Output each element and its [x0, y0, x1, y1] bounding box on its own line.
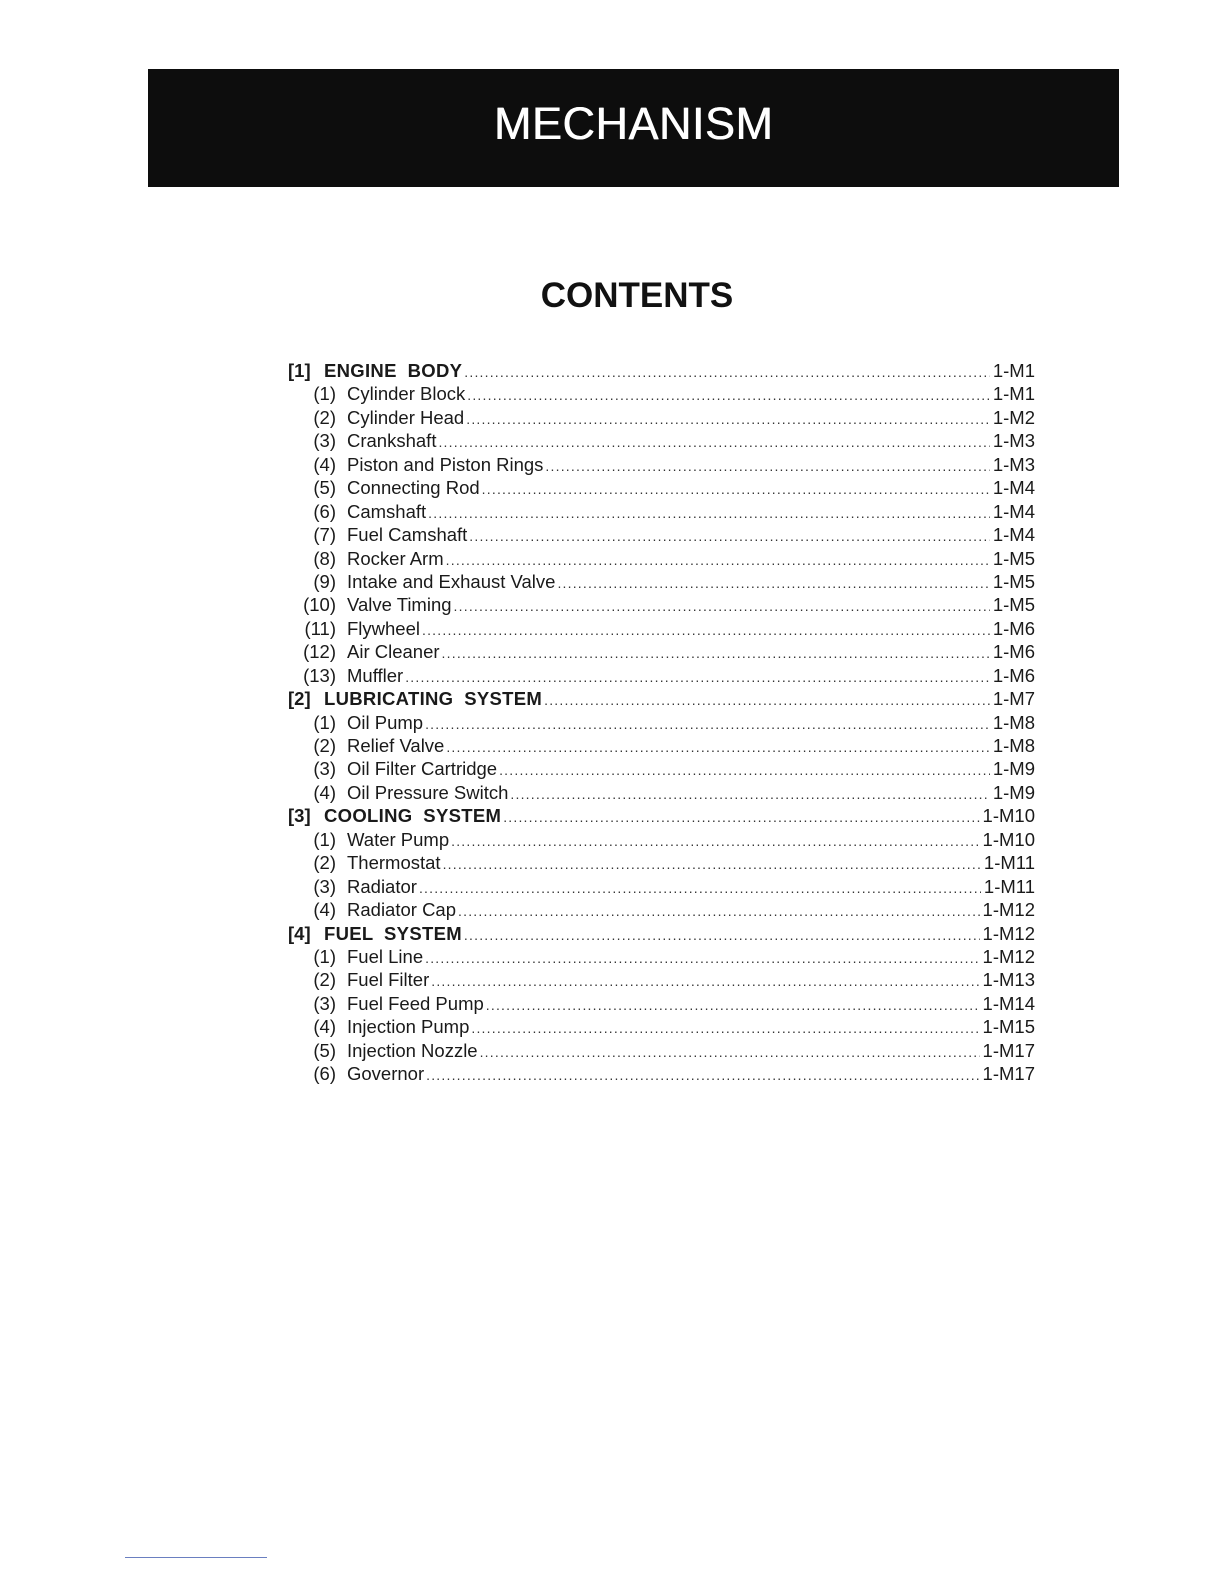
toc-entry-number: (6)	[313, 1063, 336, 1085]
toc-page-number: 1-M14	[982, 992, 1035, 1014]
toc-page-number: 1-M7	[992, 688, 1035, 710]
toc-entry-label: Rocker Arm	[347, 547, 444, 569]
toc-dot-leader	[458, 900, 980, 921]
toc-entry-row[interactable]	[288, 664, 1035, 687]
toc-page-number: 1-M8	[992, 711, 1035, 733]
toc-section-row[interactable]	[288, 687, 1035, 710]
toc-dot-leader	[503, 806, 979, 827]
toc-entry-row[interactable]	[288, 851, 1035, 874]
toc-entry-label: Connecting Rod	[347, 477, 480, 499]
footer-rule	[125, 1557, 267, 1558]
toc-entry-row[interactable]	[288, 500, 1035, 523]
toc-entry-row[interactable]	[288, 992, 1035, 1015]
toc-entry-number: (2)	[313, 735, 336, 756]
toc-dot-leader	[425, 713, 990, 734]
toc-page-number: 1-M12	[982, 899, 1035, 921]
toc-entry-number: (7)	[313, 524, 336, 546]
toc-entry-number: [1]	[288, 360, 311, 381]
toc-entry-number: [3]	[288, 805, 311, 827]
toc-page-number: 1-M15	[982, 1016, 1035, 1038]
toc-page-number: 1-M5	[992, 594, 1035, 616]
toc-page-number: 1-M2	[992, 406, 1035, 428]
toc-entry-label: Oil Filter Cartridge	[347, 758, 498, 780]
toc-page-number: 1-M3	[992, 453, 1035, 475]
toc-entry-row[interactable]	[288, 617, 1035, 640]
toc-page-number: 1-M4	[992, 524, 1035, 546]
toc-entry-number: (3)	[313, 430, 336, 452]
toc-page-number: 1-M6	[992, 617, 1035, 639]
toc-entry-number: (4)	[313, 781, 336, 803]
toc-entry-row[interactable]	[288, 547, 1035, 570]
toc-entry-label: Radiator Cap	[347, 899, 457, 921]
toc-dot-leader	[499, 759, 990, 780]
toc-entry-label: Crankshaft	[347, 430, 437, 452]
toc-entry-label: FUEL SYSTEM	[324, 922, 462, 944]
toc-dot-leader	[419, 877, 981, 898]
toc-entry-label: Camshaft	[347, 500, 427, 522]
toc-entry-row[interactable]	[288, 1039, 1035, 1062]
toc-entry-number: (6)	[313, 500, 336, 522]
toc-dot-leader	[467, 384, 990, 405]
toc-section-row[interactable]	[288, 804, 1035, 827]
toc-dot-leader	[428, 502, 990, 523]
section-title: MECHANISM	[493, 98, 774, 149]
toc-page-number: 1-M12	[982, 945, 1035, 967]
toc-entry-label: Valve Timing	[347, 594, 452, 616]
toc-dot-leader	[471, 1017, 979, 1038]
toc-entry-label: Thermostat	[347, 852, 441, 874]
toc-section-row[interactable]	[288, 359, 1035, 382]
toc-entry-number: (5)	[313, 477, 336, 499]
toc-entry-row[interactable]	[288, 757, 1035, 780]
toc-entry-row[interactable]	[288, 968, 1035, 991]
toc-entry-number: (3)	[313, 758, 336, 780]
toc-dot-leader	[454, 595, 990, 616]
toc-entry-number: (1)	[313, 711, 336, 733]
toc-entry-label: Muffler	[347, 664, 404, 686]
toc-entry-row[interactable]	[288, 1015, 1035, 1038]
toc-page-number: 1-M12	[982, 922, 1035, 944]
toc-entry-label: Injection Pump	[347, 1016, 470, 1038]
toc-entry-row[interactable]	[288, 453, 1035, 476]
toc-entry-row[interactable]	[288, 828, 1035, 851]
toc-dot-leader	[545, 455, 989, 476]
toc-entry-number: (2)	[313, 852, 336, 874]
toc-dot-leader	[466, 408, 990, 429]
toc-entry-row[interactable]	[288, 429, 1035, 452]
toc-entry-row[interactable]	[288, 523, 1035, 546]
toc-page-number: 1-M6	[992, 641, 1035, 663]
toc-entry-number: (1)	[313, 383, 336, 405]
toc-page-number: 1-M13	[982, 969, 1035, 991]
toc-entry-label: Fuel Line	[347, 945, 424, 967]
toc-dot-leader	[464, 924, 980, 945]
toc-page-number: 1-M10	[982, 828, 1035, 850]
toc-entry-label: ENGINE BODY	[324, 360, 463, 381]
toc-entry-label: Fuel Feed Pump	[347, 992, 484, 1014]
toc-entry-label: Cylinder Head	[347, 406, 465, 428]
toc-entry-row[interactable]	[288, 898, 1035, 921]
toc-dot-leader	[431, 970, 979, 991]
toc-entry-number: (10)	[303, 594, 336, 616]
toc-dot-leader	[446, 549, 990, 570]
toc-dot-leader	[557, 572, 989, 593]
toc-page-number: 1-M1	[992, 360, 1035, 381]
toc-page-number: 1-M4	[992, 500, 1035, 522]
toc-entry-label: Piston and Piston Rings	[347, 453, 544, 475]
toc-page-number: 1-M9	[992, 781, 1035, 803]
toc-entry-row[interactable]	[288, 593, 1035, 616]
toc-entry-label: Air Cleaner	[347, 641, 440, 663]
toc-dot-leader	[442, 642, 990, 663]
toc-page-number: 1-M9	[992, 758, 1035, 780]
toc-entry-number: (12)	[303, 641, 336, 663]
toc-entry-row[interactable]	[288, 711, 1035, 734]
toc-entry-number: (1)	[313, 945, 336, 967]
toc-dot-leader	[426, 1064, 979, 1085]
toc-dot-leader	[486, 994, 980, 1015]
toc-entry-row[interactable]	[288, 734, 1035, 757]
toc-entry-number: (9)	[313, 570, 336, 592]
toc-entry-label: Fuel Camshaft	[347, 524, 468, 546]
toc-entry-number: (13)	[303, 664, 336, 686]
toc-entry-number: (2)	[313, 969, 336, 991]
toc-page-number: 1-M5	[992, 570, 1035, 592]
toc-entry-label: Water Pump	[347, 828, 450, 850]
toc-entry-label: Oil Pump	[347, 711, 424, 733]
toc-entry-number: (4)	[313, 899, 336, 921]
toc-dot-leader	[464, 361, 990, 382]
toc-entry-row[interactable]	[288, 781, 1035, 804]
toc-page-number: 1-M8	[992, 735, 1035, 756]
toc-entry-row[interactable]	[288, 1062, 1035, 1085]
toc-page-number: 1-M3	[992, 430, 1035, 452]
toc-entry-number: (11)	[304, 617, 336, 639]
toc-entry-number: (4)	[313, 453, 336, 475]
toc-page-number: 1-M11	[983, 875, 1035, 897]
toc-page-number: 1-M10	[982, 805, 1035, 827]
toc-dot-leader	[480, 1041, 980, 1062]
toc-entry-label: Flywheel	[347, 617, 420, 639]
toc-dot-leader	[422, 619, 990, 640]
toc-entry-label: Relief Valve	[347, 735, 445, 756]
toc-entry-label: Oil Pressure Switch	[347, 781, 509, 803]
toc-entry-row[interactable]	[288, 406, 1035, 429]
toc-entry-number: [2]	[288, 688, 311, 710]
toc-page-number: 1-M1	[992, 383, 1035, 405]
toc-entry-label: Governor	[347, 1063, 425, 1085]
toc-dot-leader	[443, 853, 981, 874]
toc-entry-number: (5)	[313, 1039, 336, 1061]
toc-page-number: 1-M6	[992, 664, 1035, 686]
toc-entry-label: Fuel Filter	[347, 969, 430, 991]
toc-entry-row[interactable]	[288, 476, 1035, 499]
section-header-banner	[148, 69, 1119, 187]
toc-entry-number: (3)	[313, 992, 336, 1014]
toc-page-number: 1-M17	[982, 1039, 1035, 1061]
toc-entry-number: (1)	[313, 828, 336, 850]
toc-page-number: 1-M5	[992, 547, 1035, 569]
toc-dot-leader	[482, 478, 990, 499]
toc-entry-row[interactable]	[288, 945, 1035, 968]
toc-entry-row[interactable]	[288, 875, 1035, 898]
toc-entry-label: COOLING SYSTEM	[324, 805, 502, 827]
toc-dot-leader	[438, 431, 989, 452]
toc-entry-row[interactable]	[288, 640, 1035, 663]
toc-dot-leader	[544, 689, 990, 710]
toc-dot-leader	[469, 525, 990, 546]
toc-dot-leader	[425, 947, 979, 968]
toc-entry-label: Intake and Exhaust Valve	[347, 570, 556, 592]
toc-entry-number: (2)	[313, 406, 336, 428]
toc-dot-leader	[451, 830, 979, 851]
toc-entry-row[interactable]	[288, 382, 1035, 405]
toc-entry-label: Cylinder Block	[347, 383, 466, 405]
toc-page-number: 1-M17	[982, 1063, 1035, 1085]
toc-dot-leader	[510, 783, 989, 804]
toc-entry-number: [4]	[288, 922, 311, 944]
contents-heading: CONTENTS	[540, 276, 734, 315]
toc-entry-label: LUBRICATING SYSTEM	[324, 688, 543, 710]
toc-entry-number: (3)	[313, 875, 336, 897]
toc-section-row[interactable]	[288, 922, 1035, 945]
toc-entry-number: (4)	[313, 1016, 336, 1038]
toc-page-number: 1-M4	[992, 477, 1035, 499]
toc-dot-leader	[405, 666, 990, 687]
toc-entry-label: Injection Nozzle	[347, 1039, 478, 1061]
toc-entry-label: Radiator	[347, 875, 417, 897]
toc-page-number: 1-M11	[983, 852, 1035, 874]
toc-dot-leader	[446, 736, 990, 757]
toc-entry-number: (8)	[313, 547, 336, 569]
toc-entry-row[interactable]	[288, 570, 1035, 593]
table-of-contents	[288, 359, 1035, 1086]
